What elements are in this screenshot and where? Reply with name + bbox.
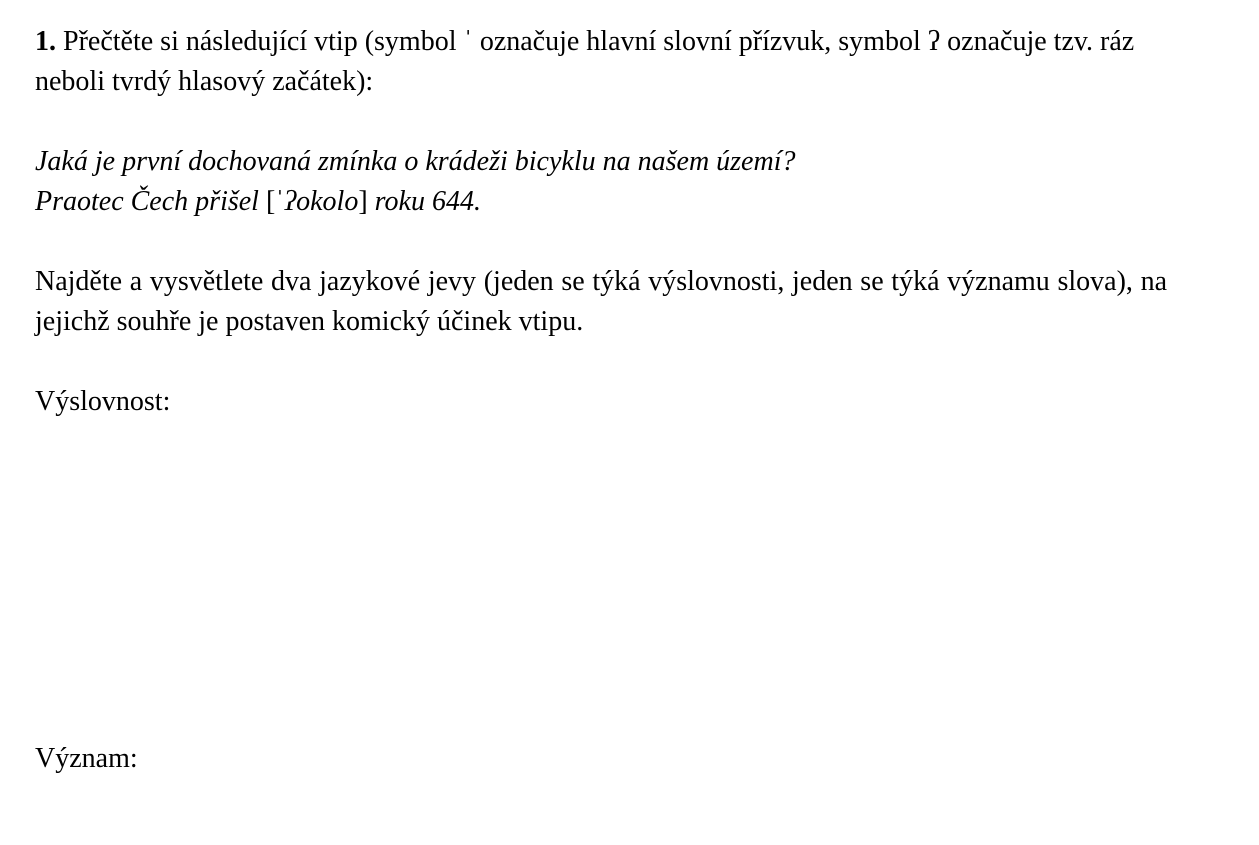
task-text-part-1: Přečtěte si následující vtip (symbol bbox=[63, 26, 457, 57]
stress-symbol: ˈ bbox=[463, 26, 473, 57]
task-prompt bbox=[35, 22, 1167, 102]
joke-question: Jaká je první dochovaná zmínka o krádeži bicyklu na našem území? bbox=[35, 146, 796, 177]
meaning-label: Význam: bbox=[35, 743, 138, 774]
task-number: 1. bbox=[35, 26, 56, 57]
exam-page bbox=[35, 22, 1167, 839]
joke-answer bbox=[35, 182, 1167, 222]
task-text-part-2: označuje hlavní slovní přízvuk, symbol bbox=[479, 26, 921, 57]
joke-answer-start: Praotec Čech přišel bbox=[35, 186, 259, 217]
phonetic-transcription: ˈʔokolo bbox=[275, 186, 359, 217]
joke-answer-end: roku 644. bbox=[374, 186, 481, 217]
pronunciation-answer-area[interactable] bbox=[35, 422, 1167, 739]
pronunciation-label: Výslovnost: bbox=[35, 386, 171, 417]
joke-text bbox=[35, 142, 1167, 222]
glottal-stop-symbol: ʔ bbox=[927, 26, 941, 57]
task-text-part-3: označuje tzv. ráz neboli tvrdý hlasový začátek): bbox=[35, 26, 1135, 97]
bracket-open: [ bbox=[265, 186, 276, 217]
instruction-text: Najděte a vysvětlete dva jazykové jevy (jeden se týká výslovnosti, jeden se týká významu slova), na jejichž souhře je postaven komický účinek vtipu. bbox=[35, 266, 1167, 337]
meaning-answer-area[interactable] bbox=[35, 779, 1167, 839]
bracket-close: ] bbox=[358, 186, 368, 217]
